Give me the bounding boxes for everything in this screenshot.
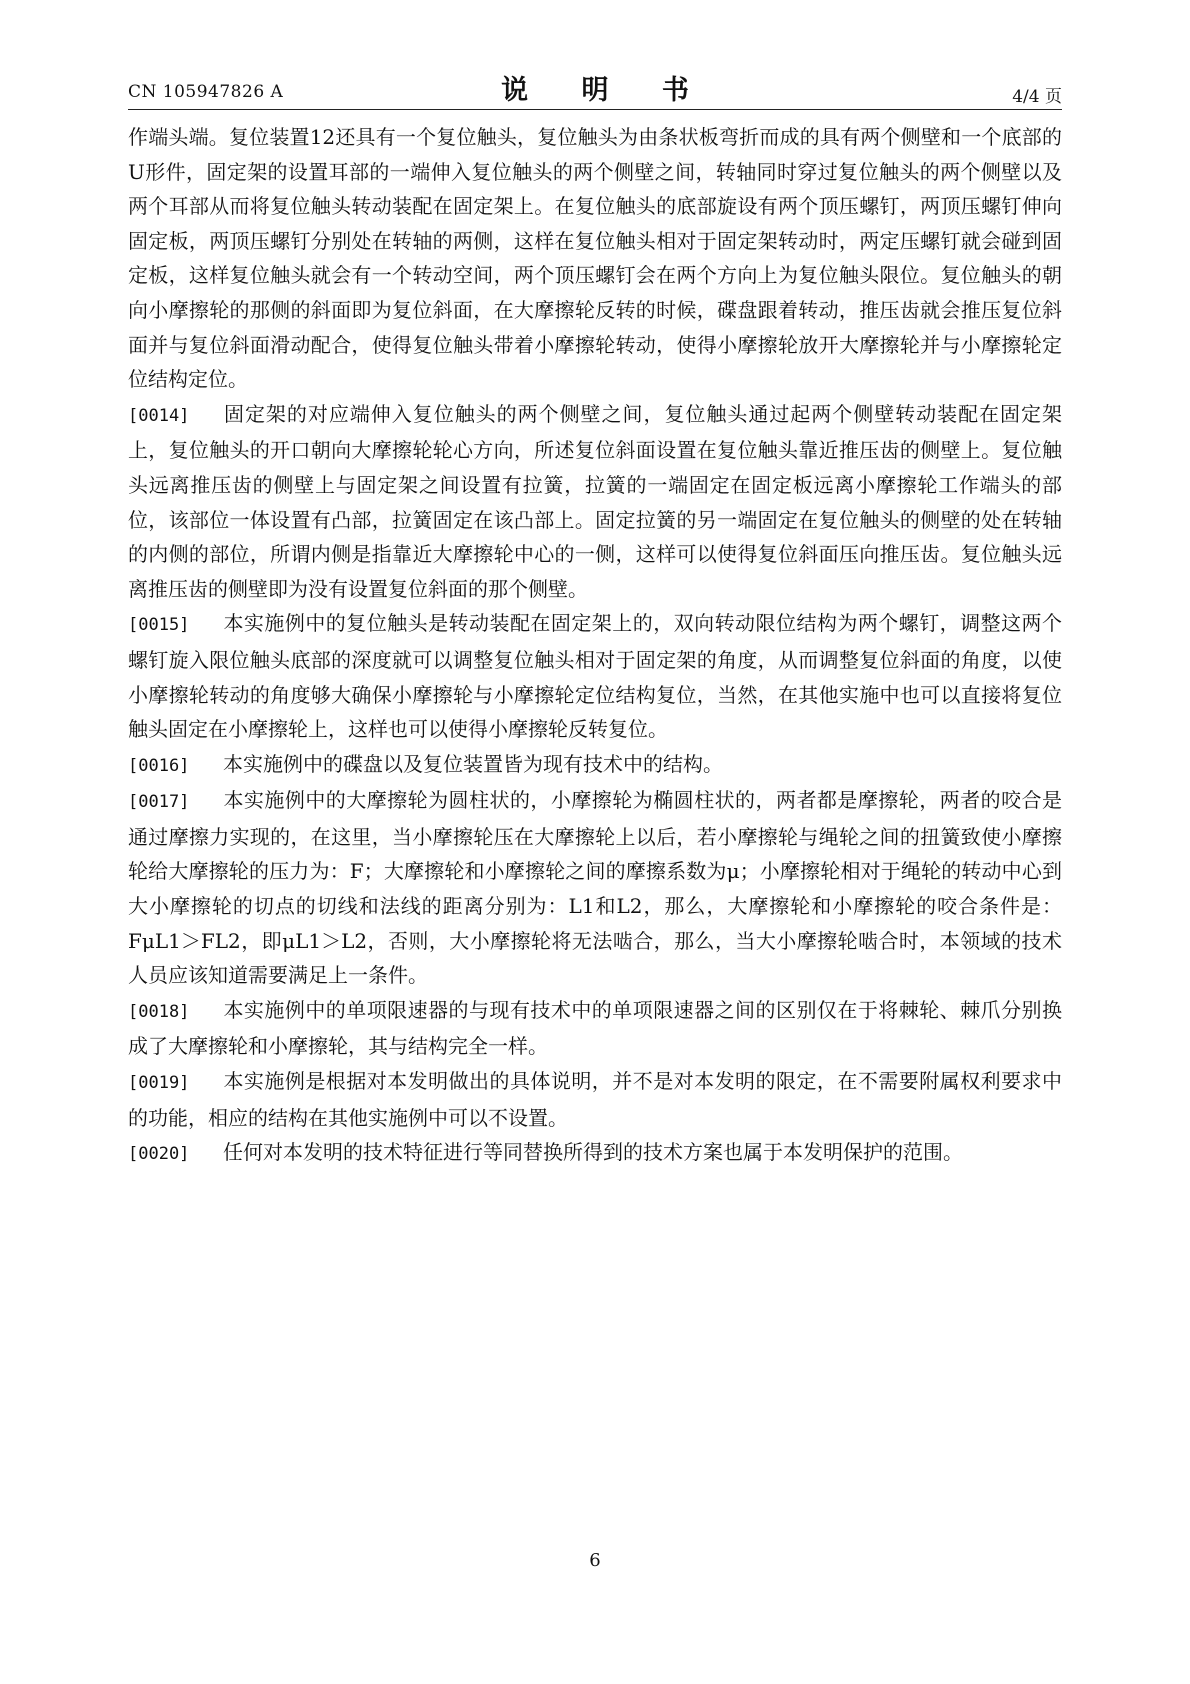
paragraph (128, 747, 1062, 784)
paragraph-number: [0018] (128, 1001, 190, 1022)
paragraph-number: [0019] (128, 1073, 190, 1094)
paragraph (128, 1135, 1062, 1172)
paragraph-number: [0016] (128, 755, 190, 776)
paragraph (128, 397, 1062, 607)
page-count: 4/4 页 (1012, 87, 1062, 107)
paragraph-text: 作端头端。复位装置12还具有一个复位触头，复位触头为由条状板弯折而成的具有两个侧壁和一个底部的U形件，固定架的设置耳部的一端伸入复位触头的两个侧壁之间，转轴同时穿过复位触头的两个侧壁以及两个耳部从而将复位触头转动装配在固定架上。在复位触头的底部旋设有两个顶压螺钉，两顶压螺钉伸向固定板，两顶压螺钉分别处在转轴的两侧，这样在复位触头相对于固定架转动时，两定压螺钉就会碰到固定板，这样复位触头就会有一个转动空间，两个顶压螺钉会在两个方向上为复位触头限位。复位触头的朝向小摩擦轮的那侧的斜面即为复位斜面，在大摩擦轮反转的时候，碟盘跟着转动，推压齿就会推压复位斜面并与复位斜面滑动配合，使得复位触头带着小摩擦轮转动，使得小摩擦轮放开大摩擦轮并与小摩擦轮定位结构定位。 (128, 125, 1062, 392)
paragraph-number: [0015] (128, 615, 190, 636)
paragraph-text: 本实施例中的大摩擦轮为圆柱状的，小摩擦轮为椭圆柱状的，两者都是摩擦轮，两者的咬合是通过摩擦力实现的，在这里，当小摩擦轮压在大摩擦轮上以后，若小摩擦轮与绳轮之间的扭簧致使小摩擦轮给大摩擦轮的压力为：F；大摩擦轮和小摩擦轮之间的摩擦系数为μ；小摩擦轮相对于绳轮的转动中心到大小摩擦轮的切点的切线和法线的距离分别为：L1和L2，那么，大摩擦轮和小摩擦轮的咬合条件是：FμL1＞FL2，即μL1＞L2，否则，大小摩擦轮将无法啮合，那么，当大小摩擦轮啮合时，本领域的技术人员应该知道需要满足上一条件。 (128, 788, 1062, 988)
paragraph-number: [0014] (128, 405, 190, 426)
paragraph-number: [0020] (128, 1144, 190, 1165)
paragraph-text: 本实施例中的复位触头是转动装配在固定架上的，双向转动限位结构为两个螺钉，调整这两个螺钉旋入限位触头底部的深度就可以调整复位触头相对于固定架的角度，从而调整复位斜面的角度，以使小摩擦轮转动的角度够大确保小摩擦轮与小摩擦轮定位结构复位，当然，在其他实施中也可以直接将复位触头固定在小摩擦轮上，这样也可以使得小摩擦轮反转复位。 (128, 611, 1062, 742)
paragraph (128, 783, 1062, 993)
doc-number: CN 105947826 A (128, 82, 284, 102)
paragraph (128, 993, 1062, 1064)
paragraph-text: 本实施例中的单项限速器的与现有技术中的单项限速器之间的区别仅在于将棘轮、棘爪分别换成了大摩擦轮和小摩擦轮，其与结构完全一样。 (128, 997, 1062, 1059)
paragraph-number: [0017] (128, 792, 190, 813)
page-number: 6 (589, 1550, 601, 1571)
header-divider (128, 109, 1062, 110)
document-body (128, 120, 1062, 1172)
page-header (128, 66, 1062, 106)
paragraph-text: 任何对本发明的技术特征进行等同替换所得到的技术方案也属于本发明保护的范围。 (223, 1140, 963, 1165)
paragraph (128, 120, 1062, 397)
doc-title: 说 明 书 (501, 75, 711, 106)
paragraph-text: 固定架的对应端伸入复位触头的两个侧壁之间，复位触头通过起两个侧壁转动装配在固定架上，复位触头的开口朝向大摩擦轮轮心方向，所述复位斜面设置在复位触头靠近推压齿的侧壁上。复位触头远离推压齿的侧壁上与固定架之间设置有拉簧，拉簧的一端固定在固定板远离小摩擦轮工作端头的部位，该部位一体设置有凸部，拉簧固定在该凸部上。固定拉簧的另一端固定在复位触头的侧壁的处在转轴的内侧的部位，所谓内侧是指靠近大摩擦轮中心的一侧，这样可以使得复位斜面压向推压齿。复位触头远离推压齿的侧壁即为没有设置复位斜面的那个侧壁。 (128, 401, 1062, 601)
paragraph-text: 本实施例是根据对本发明做出的具体说明，并不是对本发明的限定，在不需要附属权利要求中的功能，相应的结构在其他实施例中可以不设置。 (128, 1069, 1062, 1130)
paragraph (128, 606, 1062, 746)
paragraph-text: 本实施例中的碟盘以及复位装置皆为现有技术中的结构。 (223, 751, 723, 776)
paragraph (128, 1064, 1062, 1135)
